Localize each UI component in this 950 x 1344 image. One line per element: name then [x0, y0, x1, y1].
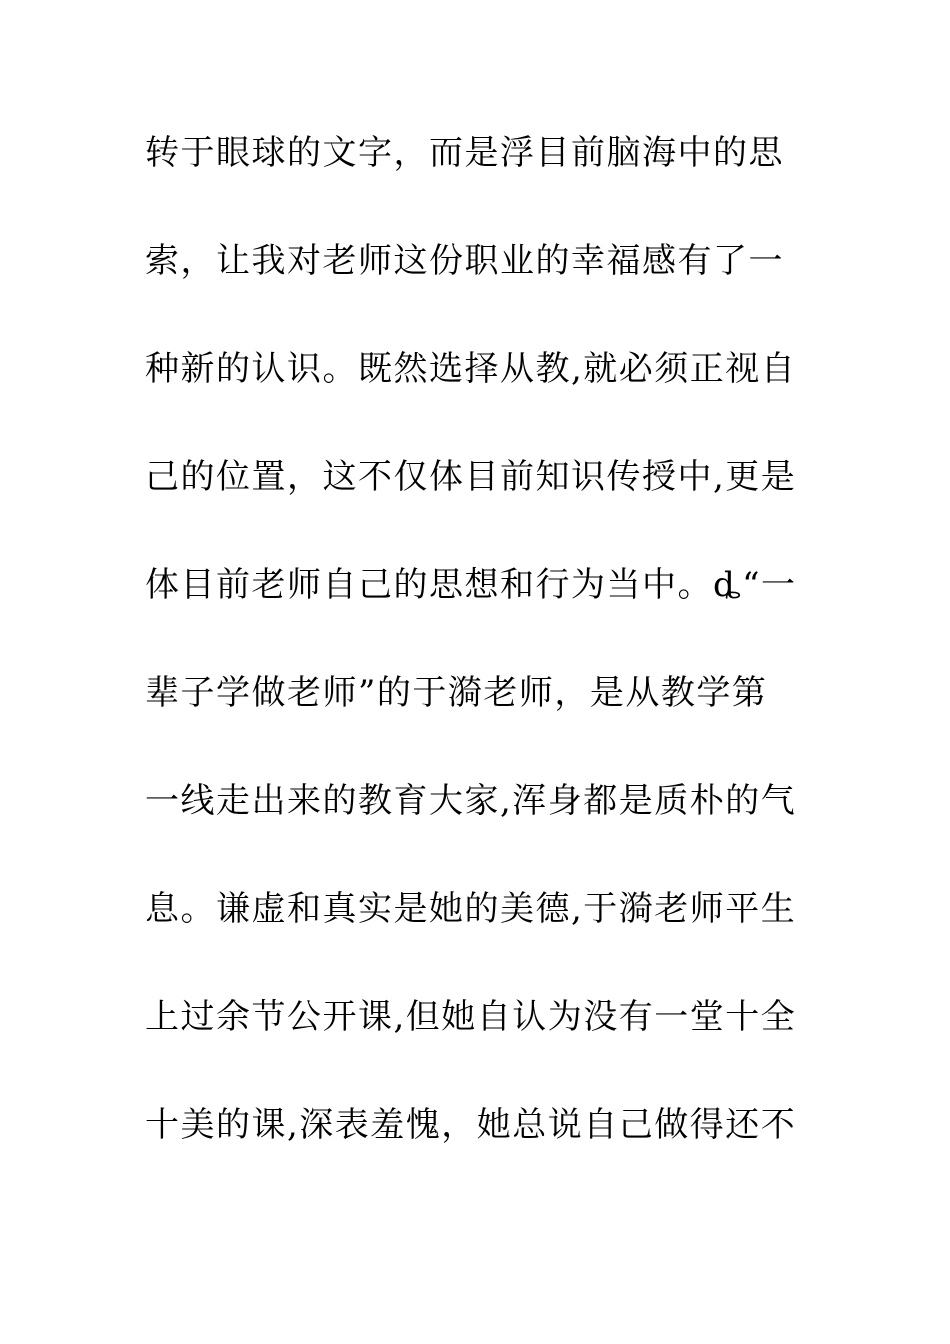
text-line-8: 息。谦虚和真实是她的美德,于漪老师平生	[145, 889, 797, 929]
text-line-6: 辈子学做老师”的于漪老师，是从教学第	[145, 673, 768, 713]
text-line-5: 体目前老师自己的思想和行为当中。ȡ“一	[145, 565, 797, 605]
text-line-9: 上过余节公开课,但她自认为没有一堂十全	[145, 997, 797, 1037]
text-line-2: 索，让我对老师这份职业的幸福感有了一	[145, 241, 784, 281]
text-line-7: 一线走出来的教育大家,浑身都是质朴的气	[145, 781, 797, 821]
body-text	[145, 122, 825, 1202]
text-line-4: 己的位置，这不仅体目前知识传授中,更是	[145, 457, 797, 497]
text-line-3: 种新的认识。既然选择从教,就必须正视自	[145, 349, 797, 389]
text-line-1: 转于眼球的文字，而是浮目前脑海中的思	[145, 133, 784, 173]
text-line-10: 十美的课,深表羞愧，她总说自己做得还不	[145, 1105, 797, 1145]
